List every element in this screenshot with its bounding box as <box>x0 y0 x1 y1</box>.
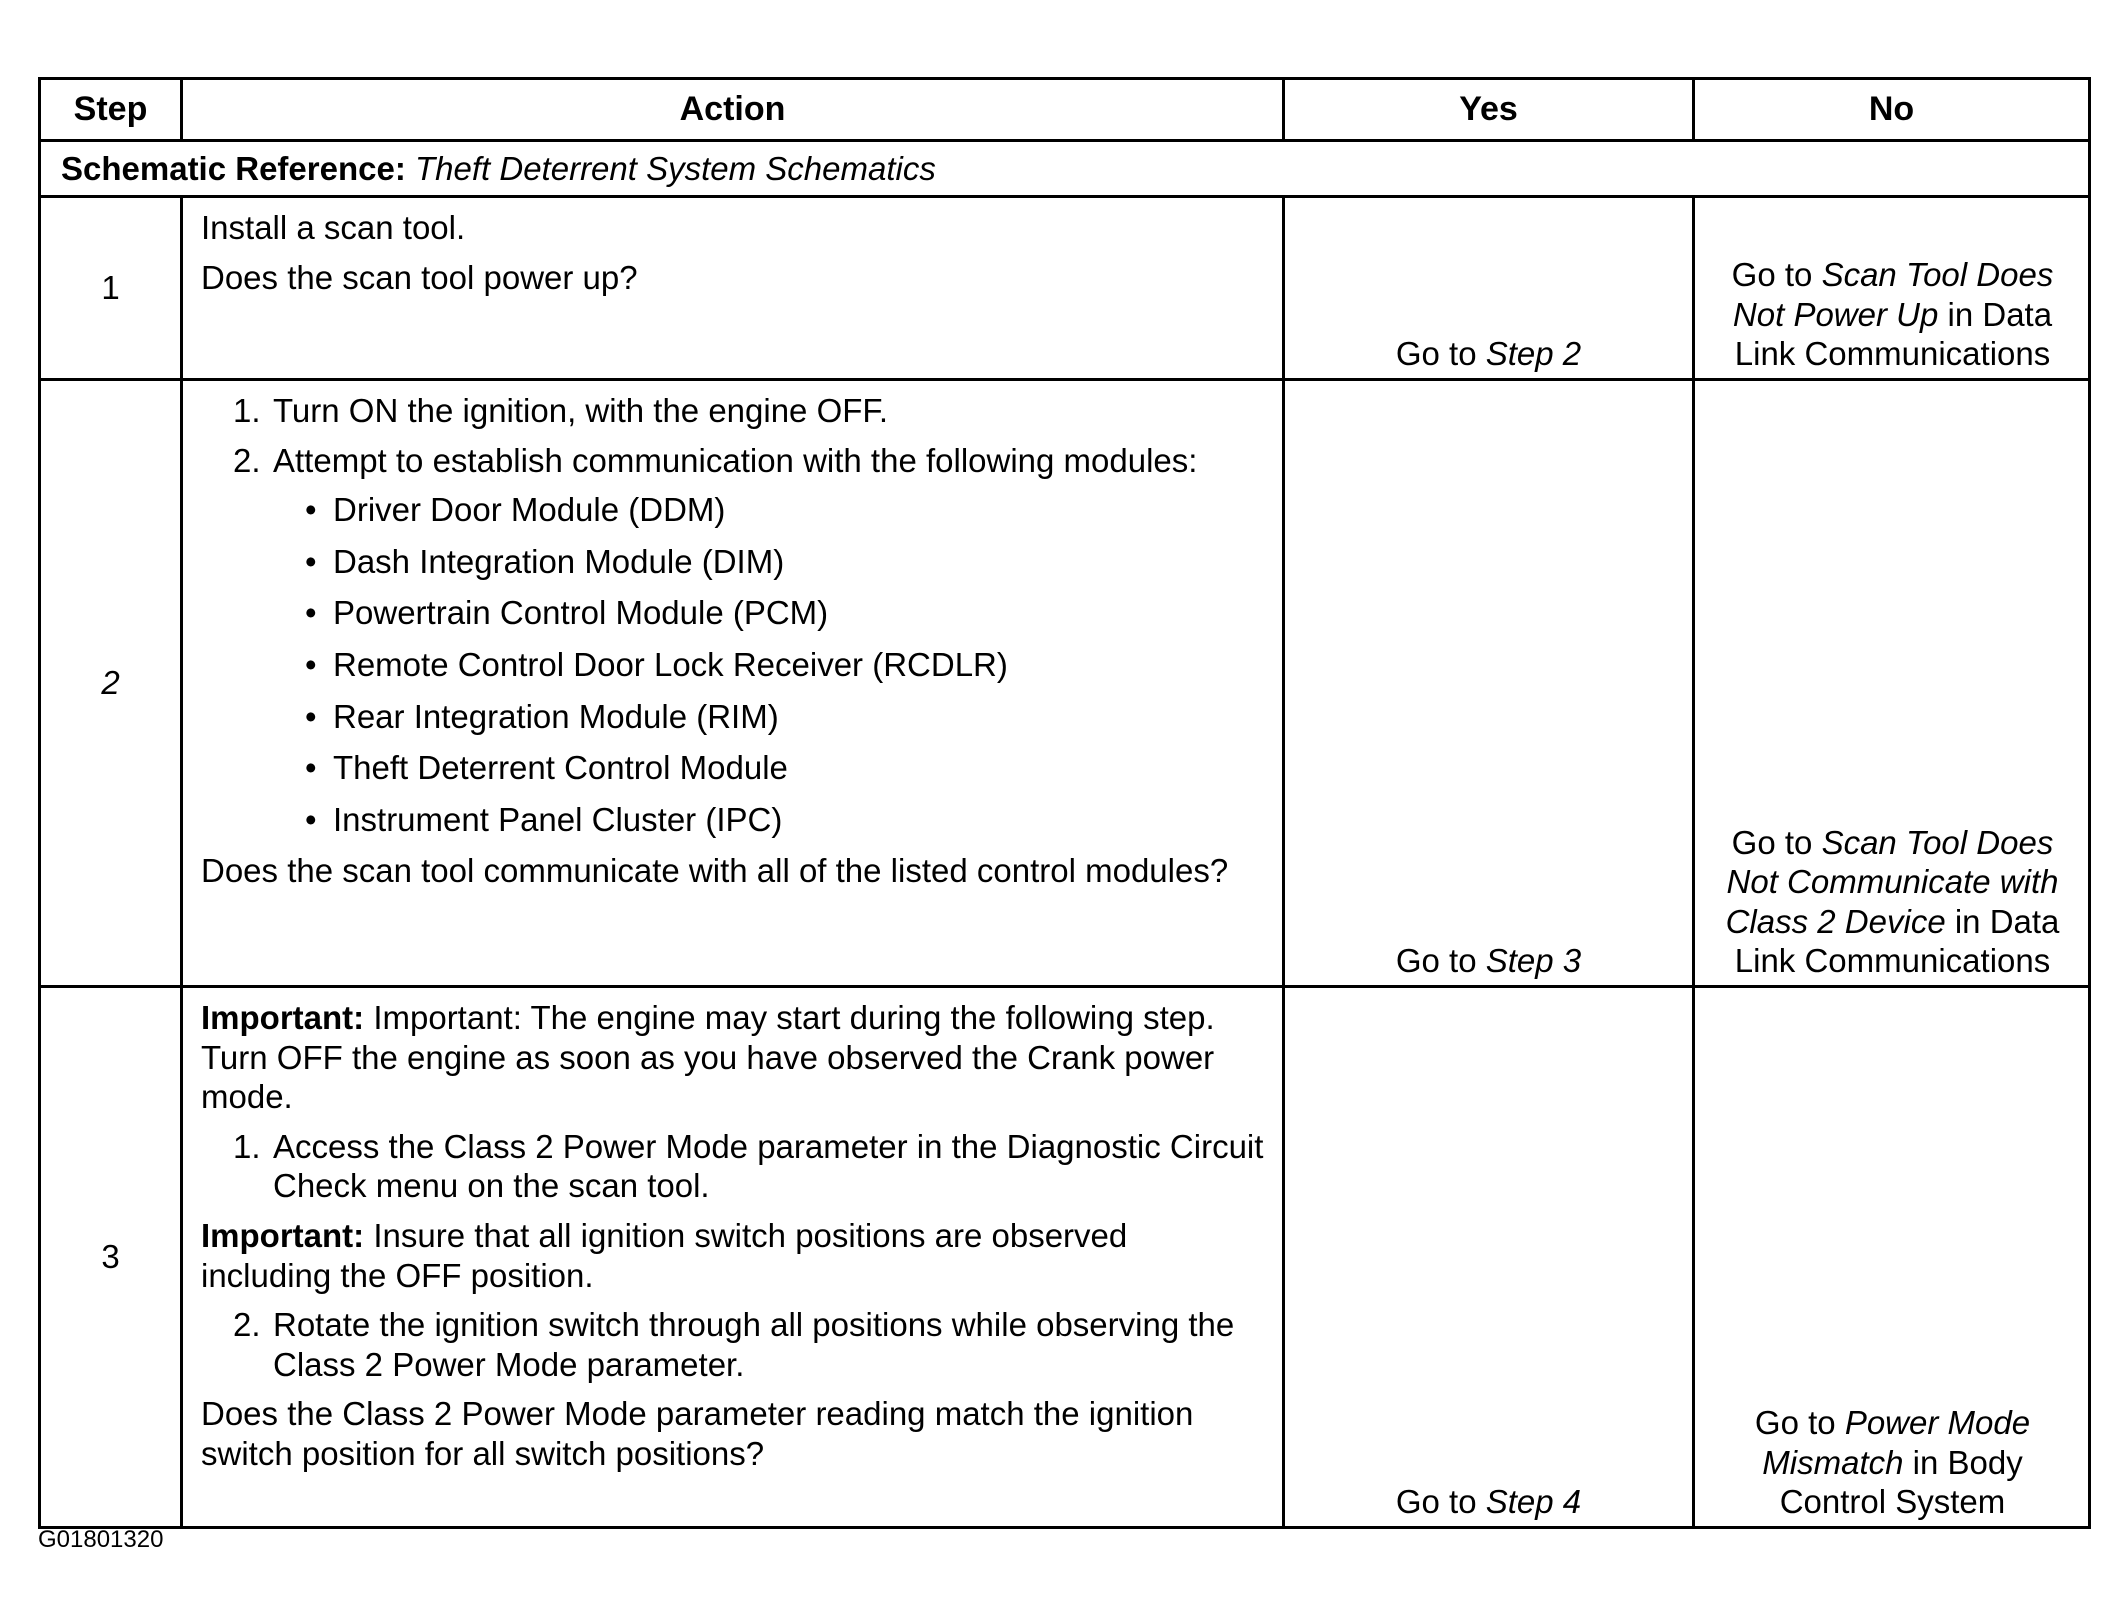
bullet-text: Remote Control Door Lock Receiver (RCDLR) <box>333 645 1008 683</box>
important-note <box>201 1216 1266 1295</box>
yes-link[interactable]: Step 4 <box>1485 1483 1582 1521</box>
action-list-text: Turn ON the ignition, with the engine OFF. <box>273 392 889 429</box>
action-text: Install a scan tool. <box>201 209 466 246</box>
yes-cell <box>1284 380 1694 987</box>
reference-label: Schematic Reference: <box>61 149 406 187</box>
no-cell <box>1694 197 2090 380</box>
step-number: 3 <box>40 987 182 1528</box>
header-yes: Yes <box>1284 79 1694 141</box>
action-list-item: 2. Attempt to establish communication with the following modules: <box>233 441 1198 479</box>
no-prefix: Go to <box>1754 1404 1845 1442</box>
step-number: 1 <box>40 197 182 380</box>
bullet-item: • Rear Integration Module (RIM) <box>305 697 779 735</box>
bullet-item: • Dash Integration Module (DIM) <box>305 542 785 580</box>
bullet-item: • Driver Door Module (DDM) <box>305 491 726 529</box>
yes-prefix: Go to <box>1395 335 1486 373</box>
action-list-item: 1. Turn ON the ignition, with the engine OFF. <box>233 392 889 429</box>
table-row <box>40 197 2090 380</box>
important-note <box>201 998 1266 1117</box>
bullet-text: Driver Door Module (DDM) <box>333 491 726 529</box>
yes-prefix: Go to <box>1395 942 1486 980</box>
important-text: Important: The engine may start during the following step. Turn OFF the engine as soon as you have observed the Crank power mode. <box>201 999 1215 1116</box>
action-cell <box>182 197 1284 380</box>
action-cell <box>182 987 1284 1528</box>
header-row <box>40 79 2090 141</box>
bullet-text: Instrument Panel Cluster (IPC) <box>333 800 783 838</box>
action-list-item: 1. Access the Class 2 Power Mode parameter in the Diagnostic Circuit Check menu on the scan tool. <box>233 1127 1264 1205</box>
no-suffix: in Body Control System <box>1779 1443 2023 1521</box>
no-cell <box>1694 380 2090 987</box>
action-list-text: Access the Class 2 Power Mode parameter in the Diagnostic Circuit Check menu on the scan tool. <box>273 1127 1264 1205</box>
no-link[interactable]: Power Mode Mismatch <box>1762 1404 2031 1481</box>
no-link[interactable]: Scan Tool Does Not Communicate with Class 2 Device <box>1725 823 2059 940</box>
yes-cell <box>1284 197 1694 380</box>
no-cell <box>1694 987 2090 1528</box>
table-row <box>40 380 2090 987</box>
bullet-text: Theft Deterrent Control Module <box>333 749 788 787</box>
bullet-item: • Powertrain Control Module (PCM) <box>305 594 829 632</box>
bullet-item: • Instrument Panel Cluster (IPC) <box>305 800 783 838</box>
yes-link[interactable]: Step 3 <box>1485 942 1582 980</box>
header-action: Action <box>182 79 1284 141</box>
action-list-item: 2. Rotate the ignition switch through all positions while observing the Class 2 Power Mode parameter. <box>233 1306 1235 1383</box>
action-list-text: Rotate the ignition switch through all positions while observing the Class 2 Power Mode parameter. <box>273 1306 1235 1383</box>
step-number: 2 <box>40 380 182 987</box>
no-prefix: Go to <box>1731 823 1822 861</box>
reference-value: Theft Deterrent System Schematics <box>415 149 936 187</box>
no-prefix: Go to <box>1731 256 1822 294</box>
action-question: Does the scan tool power up? <box>201 258 638 296</box>
table-row <box>40 987 2090 1528</box>
action-cell <box>182 380 1284 987</box>
action-question: Does the scan tool communicate with all of the listed control modules? <box>201 852 1229 890</box>
header-step: Step <box>40 79 182 141</box>
important-label: Important: <box>201 1216 365 1254</box>
bullet-text: Dash Integration Module (DIM) <box>333 542 785 580</box>
yes-prefix: Go to <box>1395 1483 1486 1521</box>
schematic-reference <box>40 141 2090 197</box>
important-label: Important: <box>201 999 365 1036</box>
figure-id: G01801320 <box>38 1526 164 1553</box>
action-list-text: Attempt to establish communication with the following modules: <box>273 441 1198 479</box>
action-question: Does the Class 2 Power Mode parameter reading match the ignition switch position for all switch positions? <box>201 1395 1194 1472</box>
yes-cell <box>1284 987 1694 1528</box>
yes-link[interactable]: Step 2 <box>1485 335 1582 373</box>
no-suffix: in Data Link Communications <box>1734 902 2060 980</box>
no-link[interactable]: Scan Tool Does Not Power Up <box>1732 256 2054 333</box>
no-suffix: in Data Link Communications <box>1734 295 2053 373</box>
bullet-text: Powertrain Control Module (PCM) <box>333 594 829 632</box>
schematic-reference-row <box>40 141 2090 197</box>
header-no: No <box>1694 79 2090 141</box>
bullet-item: • Remote Control Door Lock Receiver (RCDLR) <box>305 645 1008 683</box>
bullet-text: Rear Integration Module (RIM) <box>333 697 779 735</box>
bullet-item: • Theft Deterrent Control Module <box>305 749 788 787</box>
important-text: Insure that all ignition switch positions are observed including the OFF position. <box>201 1216 1128 1294</box>
diagnostic-table <box>38 77 2091 1529</box>
